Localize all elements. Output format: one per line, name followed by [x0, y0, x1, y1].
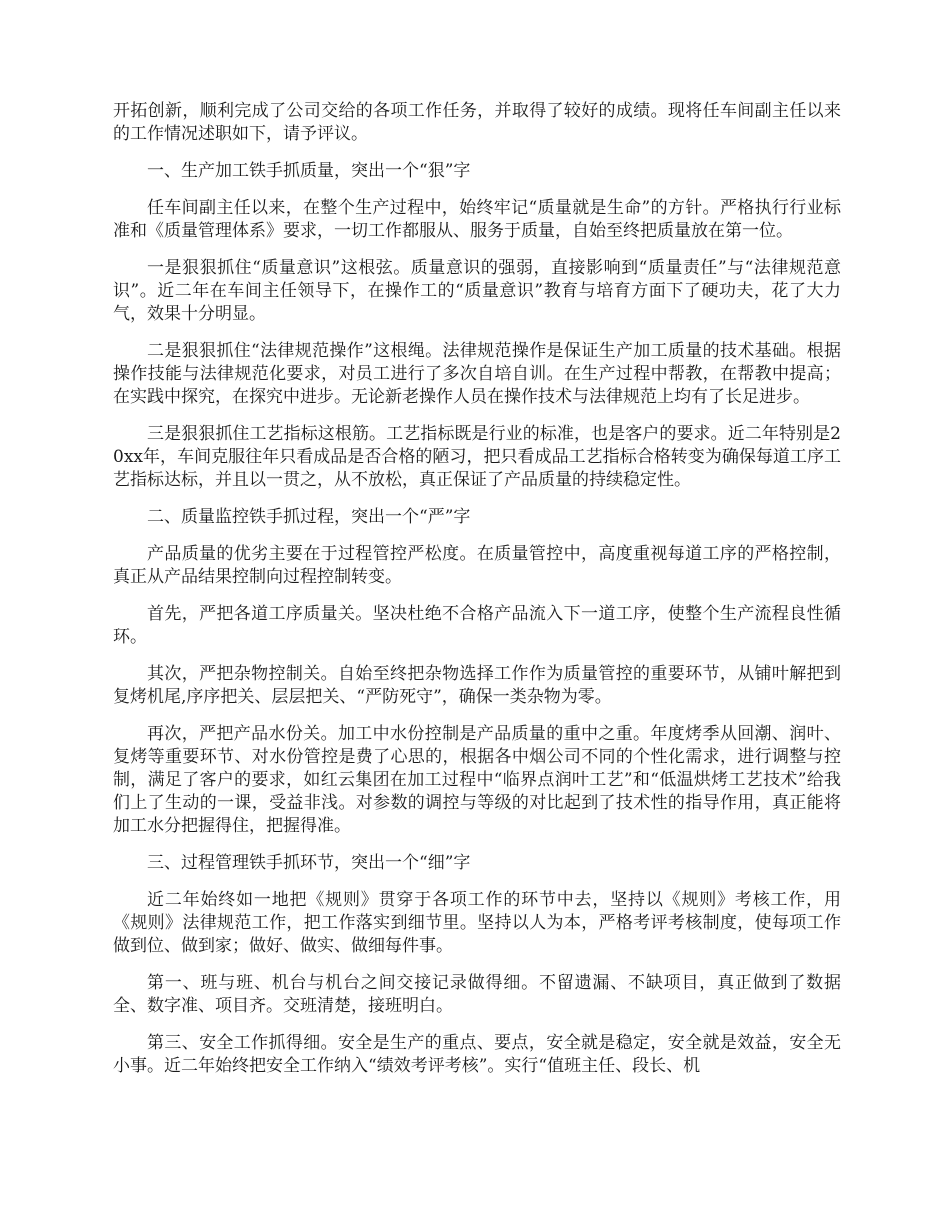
paragraph: 第三、安全工作抓得细。安全是生产的重点、要点，安全就是稳定，安全就是效益，安全无小事。近二年始终把安全工作纳入“绩效考评考核”。实行“值班主任、段长、机 [113, 1033, 841, 1076]
paragraph: 第一、班与班、机台与机台之间交接记录做得细。不留遗漏、不缺项目，真正做到了数据全、数字准、项目齐。交班清楚，接班明白。 [113, 973, 841, 1016]
document-page [113, 100, 841, 1092]
paragraph: 任车间副主任以来，在整个生产过程中，始终牢记“质量就是生命”的方针。严格执行行业标准和《质量管理体系》要求，一切工作都服从、服务于质量，自始至终把质量放在第一位。 [113, 198, 841, 241]
paragraph: 近二年始终如一地把《规则》贯穿于各项工作的环节中去，坚持以《规则》考核工作，用《规则》法律规范工作，把工作落实到细节里。坚持以人为本，严格考评考核制度，使每项工作做到位、做到家；做好、做实、做细每件事。 [113, 890, 841, 956]
paragraph-intro: 开拓创新，顺利完成了公司交给的各项工作任务，并取得了较好的成绩。现将任车间副主任以来的工作情况述职如下，请予评议。 [113, 101, 841, 144]
paragraph: 其次，严把杂物控制关。自始至终把杂物选择工作作为质量管控的重要环节，从铺叶解把到复烤机尾,序序把关、层层把关、“严防死守”，确保一类杂物为零。 [113, 664, 841, 707]
section-heading-1: 一、生产加工铁手抓质量，突出一个“狠”字 [147, 161, 471, 181]
paragraph: 再次，严把产品水份关。加工中水份控制是产品质量的重中之重。年度烤季从回潮、润叶、复烤等重要环节、对水份管控是费了心思的，根据各中烟公司不同的个性化需求，进行调整与控制，满足了客户的要求，如红云集团在加工过程中“临界点润叶工艺”和“低温烘烤工艺技术”给我们上了生动的一课，受益非浅。对参数的调控与等级的对比起到了技术性的指导作用，真正能将加工水分把握得住，把握得准。 [113, 724, 841, 836]
paragraph: 二是狠狠抓住“法律规范操作”这根绳。法律规范操作是保证生产加工质量的技术基础。根据操作技能与法律规范化要求，对员工进行了多次自培自训。在生产过程中帮教，在帮教中提高；在实践中探究，在探究中进步。无论新老操作人员在操作技术与法律规范上均有了长足进步。 [113, 341, 841, 407]
paragraph: 首先，严把各道工序质量关。坚决杜绝不合格产品流入下一道工序，使整个生产流程良性循环。 [113, 604, 841, 647]
paragraph: 一是狠狠抓住“质量意识”这根弦。质量意识的强弱，直接影响到“质量责任”与“法律规范意识”。近二年在车间主任领导下，在操作工的“质量意识”教育与培育方面下了硬功夫，花了大力气，效果十分明显。 [113, 258, 841, 324]
paragraph: 三是狠狠抓住工艺指标这根筋。工艺指标既是行业的标准，也是客户的要求。近二年特别是20xx年，车间克服往年只看成品是否合格的陋习，把只看成品工艺指标合格转变为确保每道工序工艺指标达标，并且以一贯之，从不放松，真正保证了产品质量的持续稳定性。 [113, 424, 841, 490]
section-heading-2: 二、质量监控铁手抓过程，突出一个“严”字 [147, 507, 471, 527]
section-heading-3: 三、过程管理铁手抓环节，突出一个“细”字 [147, 853, 471, 873]
paragraph: 产品质量的优劣主要在于过程管控严松度。在质量管控中，高度重视每道工序的严格控制，真正从产品结果控制向过程控制转变。 [113, 544, 841, 587]
